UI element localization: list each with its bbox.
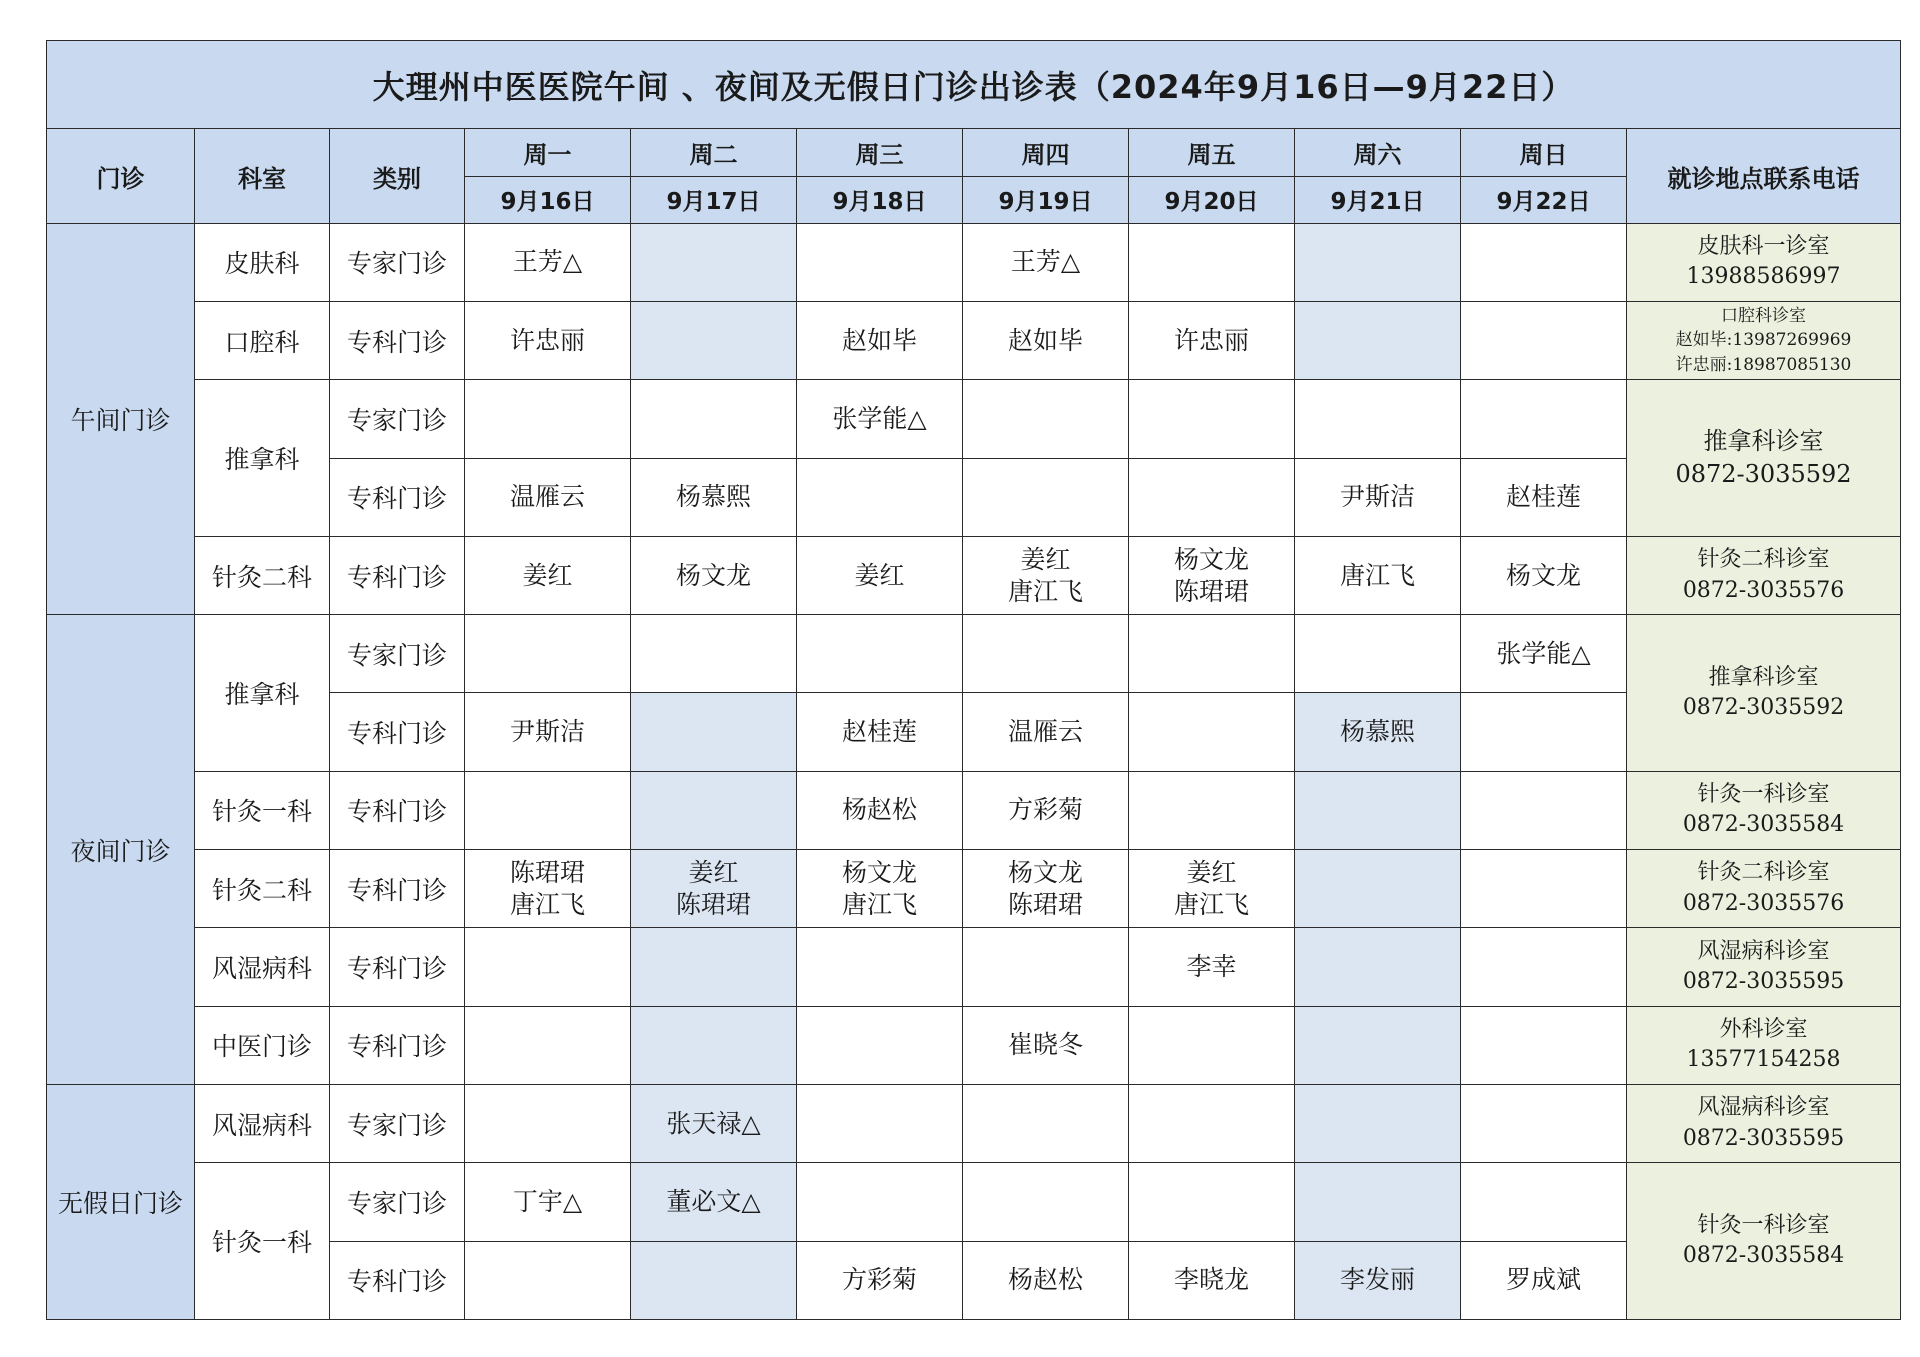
doctor-name: 杨文龙: [1173, 544, 1249, 574]
table-row: [47, 850, 1901, 928]
doctor-name: 姜红: [1020, 544, 1071, 574]
day-cell: [963, 693, 1129, 771]
day-cell: [1129, 380, 1295, 458]
type-cell: 专科门诊: [330, 1241, 465, 1319]
header-date-sun: 9月22日: [1461, 176, 1627, 223]
dept-cell: 推拿科: [195, 615, 330, 772]
contact-room: 外科诊室: [1719, 1016, 1808, 1042]
doctor-name: 杨慕熙: [675, 482, 751, 512]
table-row: [47, 536, 1901, 614]
doctor-name: 李发丽: [1339, 1265, 1415, 1295]
day-cell: [963, 458, 1129, 536]
doctor-name: 杨文龙: [1505, 560, 1581, 590]
day-cell: [1295, 223, 1461, 301]
contact-phone: 0872-3035584: [1682, 812, 1845, 838]
day-cell: [1461, 928, 1627, 1006]
day-cell: [1129, 771, 1295, 849]
doctor-name: 唐江飞: [509, 889, 585, 919]
contact-phone: 13988586997: [1686, 264, 1841, 290]
day-cell: [1129, 1163, 1295, 1241]
type-cell: 专科门诊: [330, 693, 465, 771]
type-cell: 专科门诊: [330, 301, 465, 379]
dept-cell: 针灸一科: [195, 1163, 330, 1320]
day-cell: [1295, 458, 1461, 536]
header-weekday-mon: 周一: [465, 129, 631, 176]
day-cell: [1129, 693, 1295, 771]
header-weekday-sun: 周日: [1461, 129, 1627, 176]
contact-phone: 0872-3035592: [1682, 694, 1845, 720]
clinic-schedule-table: [46, 40, 1901, 1320]
contact-cell: [1627, 1163, 1901, 1320]
day-cell: [797, 301, 963, 379]
doctor-name: 王芳△: [512, 247, 583, 277]
contact-cell: [1627, 301, 1901, 379]
contact-room: 针灸二科诊室: [1697, 860, 1830, 886]
doctor-name: 姜红: [688, 857, 739, 887]
contact-phone: 0872-3035576: [1682, 577, 1845, 603]
day-cell: [1295, 771, 1461, 849]
contact-room: 口腔科诊室: [1721, 305, 1807, 326]
type-cell: 专科门诊: [330, 850, 465, 928]
day-cell: [1461, 771, 1627, 849]
doctor-name: 唐江飞: [1007, 576, 1083, 606]
doctor-name: 尹斯洁: [509, 717, 585, 747]
contact-phone: 13577154258: [1686, 1047, 1841, 1073]
day-cell: [631, 850, 797, 928]
doctor-name: 许忠丽: [509, 325, 585, 355]
contact-room: 推拿科诊室: [1708, 664, 1819, 690]
day-cell: [797, 1006, 963, 1084]
contact-phone: 0872-3035576: [1682, 890, 1845, 916]
day-cell: [465, 771, 631, 849]
day-cell: [797, 693, 963, 771]
day-cell: [465, 380, 631, 458]
header-row-weekdays: [47, 129, 1901, 176]
day-cell: [1129, 615, 1295, 693]
header-weekday-tue: 周二: [631, 129, 797, 176]
day-cell: [631, 1084, 797, 1162]
day-cell: [465, 1163, 631, 1241]
day-cell: [465, 1084, 631, 1162]
doctor-name: 温雁云: [509, 482, 585, 512]
type-cell: 专科门诊: [330, 771, 465, 849]
day-cell: [797, 1084, 963, 1162]
day-cell: [963, 536, 1129, 614]
day-cell: [963, 771, 1129, 849]
doctor-name: 陈珺珺: [675, 889, 751, 919]
day-cell: [1129, 1084, 1295, 1162]
day-cell: [1295, 1006, 1461, 1084]
day-cell: [1295, 380, 1461, 458]
contact-cell: [1627, 223, 1901, 301]
day-cell: [631, 536, 797, 614]
dept-cell: 针灸二科: [195, 850, 330, 928]
type-cell: 专家门诊: [330, 1163, 465, 1241]
day-cell: [1129, 458, 1295, 536]
type-cell: 专科门诊: [330, 536, 465, 614]
day-cell: [797, 458, 963, 536]
day-cell: [1461, 1084, 1627, 1162]
day-cell: [1129, 536, 1295, 614]
day-cell: [797, 771, 963, 849]
doctor-name: 许忠丽: [1173, 325, 1249, 355]
day-cell: [963, 223, 1129, 301]
day-cell: [465, 615, 631, 693]
contact-cell: [1627, 850, 1901, 928]
day-cell: [1295, 536, 1461, 614]
doctor-name: 张学能△: [832, 403, 927, 433]
day-cell: [797, 1241, 963, 1319]
contact-phone: 0872-3035584: [1682, 1243, 1845, 1269]
doctor-name: 李晓龙: [1173, 1265, 1249, 1295]
day-cell: [963, 301, 1129, 379]
contact-phone: 0872-3035592: [1675, 460, 1852, 489]
doctor-name: 赵如毕: [841, 325, 917, 355]
doctor-name: 张学能△: [1496, 638, 1591, 668]
dept-cell: 风湿病科: [195, 928, 330, 1006]
table-row: [47, 380, 1901, 458]
day-cell: [1295, 301, 1461, 379]
day-cell: [1129, 223, 1295, 301]
type-cell: 专科门诊: [330, 1006, 465, 1084]
contact-phone: 许忠丽:18987085130: [1675, 354, 1852, 375]
doctor-name: 唐江飞: [841, 889, 917, 919]
day-cell: [465, 693, 631, 771]
contact-room: 皮肤科一诊室: [1697, 233, 1830, 259]
doctor-name: 丁宇△: [512, 1186, 583, 1216]
header-weekday-wed: 周三: [797, 129, 963, 176]
day-cell: [1129, 850, 1295, 928]
day-cell: [963, 1163, 1129, 1241]
contact-room: 风湿病科诊室: [1697, 1095, 1830, 1121]
type-cell: 专家门诊: [330, 1084, 465, 1162]
contact-room: 针灸一科诊室: [1697, 1212, 1830, 1238]
header-type: 类别: [330, 129, 465, 223]
contact-cell: [1627, 1084, 1901, 1162]
day-cell: [1461, 1241, 1627, 1319]
doctor-name: 尹斯洁: [1339, 482, 1415, 512]
header-dept: 科室: [195, 129, 330, 223]
header-date-fri: 9月20日: [1129, 176, 1295, 223]
table-row: [47, 223, 1901, 301]
day-cell: [797, 928, 963, 1006]
day-cell: [1295, 615, 1461, 693]
header-weekday-fri: 周五: [1129, 129, 1295, 176]
contact-cell: [1627, 1006, 1901, 1084]
day-cell: [465, 458, 631, 536]
header-date-mon: 9月16日: [465, 176, 631, 223]
doctor-name: 王芳△: [1010, 247, 1081, 277]
doctor-name: 杨慕熙: [1339, 717, 1415, 747]
doctor-name: 赵桂莲: [841, 717, 917, 747]
table-row: [47, 301, 1901, 379]
doctor-name: 姜红: [854, 560, 905, 590]
day-cell: [1461, 223, 1627, 301]
contact-cell: [1627, 928, 1901, 1006]
day-cell: [1461, 458, 1627, 536]
dept-cell: 中医门诊: [195, 1006, 330, 1084]
doctor-name: 陈珺珺: [509, 857, 585, 887]
day-cell: [1129, 928, 1295, 1006]
contact-cell: [1627, 615, 1901, 772]
day-cell: [465, 536, 631, 614]
day-cell: [1295, 1163, 1461, 1241]
doctor-name: 李幸: [1186, 952, 1237, 981]
day-cell: [963, 928, 1129, 1006]
header-date-wed: 9月18日: [797, 176, 963, 223]
doctor-name: 董必文△: [666, 1186, 761, 1216]
table-row: [47, 1163, 1901, 1241]
table-row: [47, 1006, 1901, 1084]
day-cell: [1461, 693, 1627, 771]
dept-cell: 风湿病科: [195, 1084, 330, 1162]
doctor-name: 杨文龙: [1007, 857, 1083, 887]
day-cell: [631, 380, 797, 458]
table-row: [47, 928, 1901, 1006]
type-cell: 专家门诊: [330, 223, 465, 301]
doctor-name: 赵桂莲: [1505, 482, 1581, 512]
day-cell: [1129, 301, 1295, 379]
day-cell: [465, 223, 631, 301]
doctor-name: 唐江飞: [1173, 889, 1249, 919]
day-cell: [631, 223, 797, 301]
doctor-name: 赵如毕: [1007, 325, 1083, 355]
table-row: [47, 771, 1901, 849]
header-date-sat: 9月21日: [1295, 176, 1461, 223]
header-clinic: 门诊: [47, 129, 195, 223]
doctor-name: 温雁云: [1007, 717, 1083, 747]
day-cell: [797, 536, 963, 614]
dept-cell: 针灸一科: [195, 771, 330, 849]
day-cell: [963, 850, 1129, 928]
contact-room: 推拿科诊室: [1703, 426, 1824, 455]
section-night: 夜间门诊: [47, 615, 195, 1085]
doctor-name: 方彩菊: [1007, 795, 1083, 825]
schedule-title: 大理州中医医院午间 、夜间及无假日门诊出诊表（2024年9月16日—9月22日）: [47, 41, 1901, 129]
contact-phone: 0872-3035595: [1682, 1125, 1845, 1151]
section-noon: 午间门诊: [47, 223, 195, 614]
doctor-name: 方彩菊: [841, 1265, 917, 1295]
day-cell: [631, 928, 797, 1006]
day-cell: [1129, 1006, 1295, 1084]
day-cell: [465, 928, 631, 1006]
schedule-container: [46, 40, 1900, 1320]
day-cell: [631, 1163, 797, 1241]
contact-phone: 0872-3035595: [1682, 969, 1845, 994]
day-cell: [1461, 1163, 1627, 1241]
day-cell: [465, 1241, 631, 1319]
day-cell: [1461, 1006, 1627, 1084]
day-cell: [963, 1084, 1129, 1162]
contact-cell: [1627, 536, 1901, 614]
doctor-name: 陈珺珺: [1007, 889, 1083, 919]
contact-cell: [1627, 771, 1901, 849]
title-row: [47, 41, 1901, 129]
doctor-name: 崔晓冬: [1007, 1030, 1083, 1060]
header-date-thu: 9月19日: [963, 176, 1129, 223]
contact-room: 针灸一科诊室: [1697, 782, 1830, 808]
day-cell: [963, 380, 1129, 458]
type-cell: 专科门诊: [330, 458, 465, 536]
day-cell: [797, 615, 963, 693]
type-cell: 专家门诊: [330, 380, 465, 458]
day-cell: [797, 850, 963, 928]
day-cell: [797, 223, 963, 301]
day-cell: [1295, 928, 1461, 1006]
contact-room: 针灸二科诊室: [1697, 547, 1830, 573]
day-cell: [465, 301, 631, 379]
doctor-name: 杨文龙: [675, 560, 751, 590]
doctor-name: 陈珺珺: [1173, 576, 1249, 606]
table-row: [47, 1084, 1901, 1162]
day-cell: [1129, 1241, 1295, 1319]
day-cell: [631, 693, 797, 771]
doctor-name: 唐江飞: [1339, 560, 1415, 590]
day-cell: [797, 380, 963, 458]
dept-cell: 推拿科: [195, 380, 330, 537]
day-cell: [797, 1163, 963, 1241]
doctor-name: 姜红: [522, 560, 573, 590]
day-cell: [631, 615, 797, 693]
day-cell: [1461, 301, 1627, 379]
contact-room: 风湿病科诊室: [1697, 938, 1830, 964]
doctor-name: 张天禄△: [666, 1108, 761, 1138]
day-cell: [1295, 850, 1461, 928]
day-cell: [465, 1006, 631, 1084]
day-cell: [1295, 1084, 1461, 1162]
day-cell: [631, 1241, 797, 1319]
day-cell: [963, 615, 1129, 693]
day-cell: [1461, 380, 1627, 458]
header-weekday-thu: 周四: [963, 129, 1129, 176]
day-cell: [963, 1241, 1129, 1319]
day-cell: [631, 771, 797, 849]
day-cell: [465, 850, 631, 928]
type-cell: 专科门诊: [330, 928, 465, 1006]
header-contact: 就诊地点联系电话: [1627, 129, 1901, 223]
dept-cell: 皮肤科: [195, 223, 330, 301]
day-cell: [1461, 850, 1627, 928]
dept-cell: 针灸二科: [195, 536, 330, 614]
doctor-name: 姜红: [1186, 857, 1237, 887]
day-cell: [1295, 693, 1461, 771]
day-cell: [631, 458, 797, 536]
contact-cell: [1627, 380, 1901, 537]
day-cell: [1461, 615, 1627, 693]
contact-phone: 赵如毕:13987269969: [1675, 330, 1852, 351]
header-weekday-sat: 周六: [1295, 129, 1461, 176]
section-noholiday: 无假日门诊: [47, 1084, 195, 1319]
dept-cell: 口腔科: [195, 301, 330, 379]
day-cell: [631, 1006, 797, 1084]
type-cell: 专家门诊: [330, 615, 465, 693]
doctor-name: 杨文龙: [841, 857, 917, 887]
doctor-name: 杨赵松: [841, 795, 917, 825]
day-cell: [631, 301, 797, 379]
day-cell: [1461, 536, 1627, 614]
table-row: [47, 615, 1901, 693]
day-cell: [1295, 1241, 1461, 1319]
doctor-name: 罗成斌: [1505, 1265, 1581, 1295]
header-date-tue: 9月17日: [631, 176, 797, 223]
doctor-name: 杨赵松: [1007, 1265, 1083, 1295]
day-cell: [963, 1006, 1129, 1084]
